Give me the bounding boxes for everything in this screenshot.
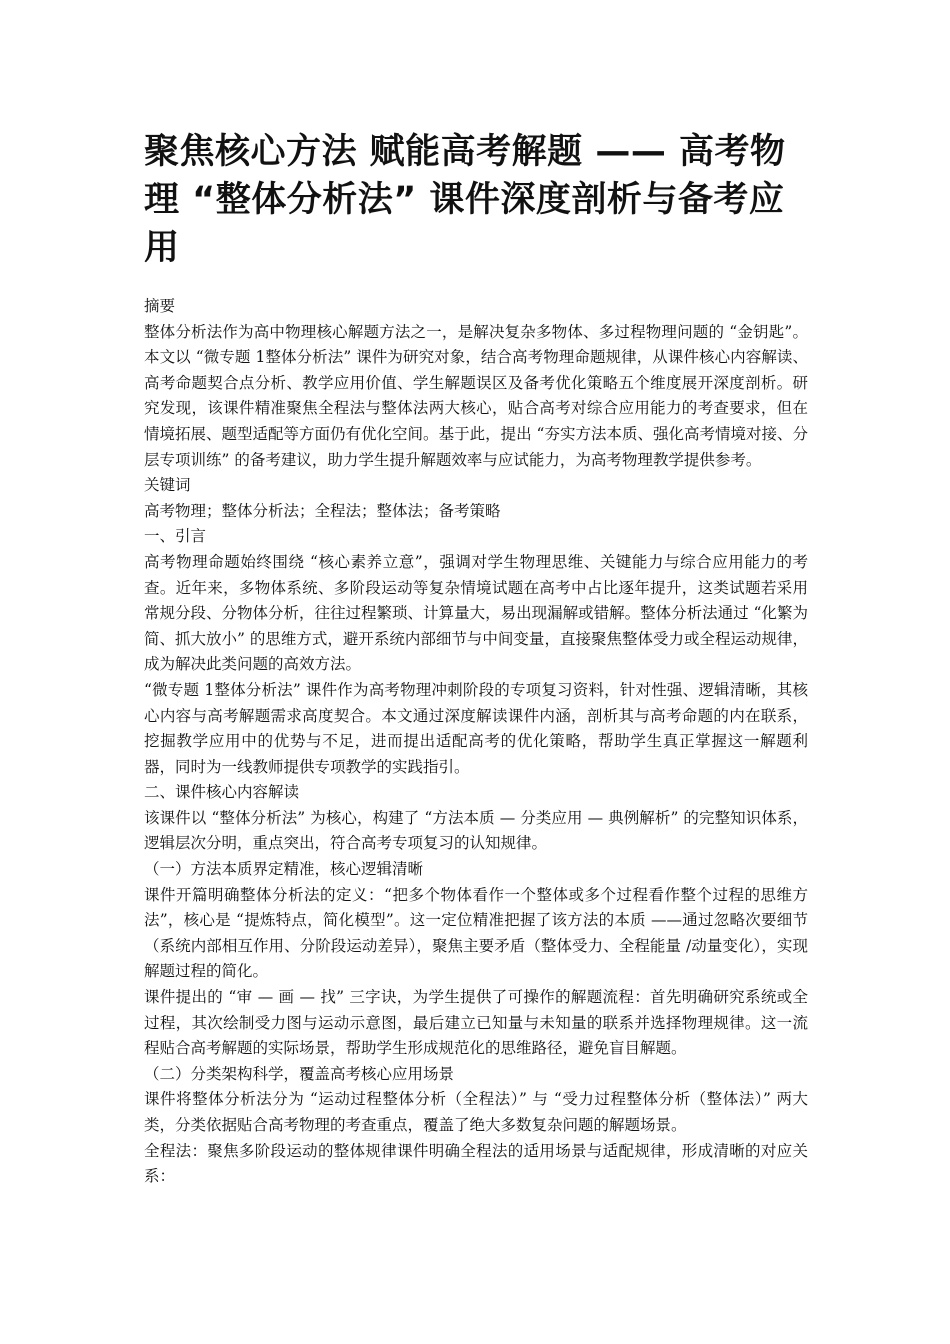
body-paragraph: 该课件以 “整体分析法” 为核心，构建了 “方法本质 — 分类应用 — 典例解析” 的完整知识体系，逻辑层次分明，重点突出，符合高考专项复习的认知规律。 xyxy=(144,808,808,853)
keywords-paragraph: 高考物理；整体分析法；全程法；整体法；备考策略 xyxy=(144,501,501,520)
abstract-heading: 摘要 xyxy=(144,297,176,315)
section-heading-introduction: 一、引言 xyxy=(144,527,207,546)
abstract-paragraph: 整体分析法作为高中物理核心解题方法之一，是解决复杂多物体、多过程物理问题的 “金钥匙”。本文以 “微专题 1整体分析法” 课件为研究对象，结合高考物理命题规律，从课件核心内容解读、高考命题契合点分析、教学应用价值、学生解题误区及备考优化策略五个维度展开深度剖析。研究发现，该课件精准聚焦全程法与整体法两大核心，贴合高考对综合应用能力的考查要求，但在情境拓展、题型适配等方面仍有优化空间。基于此，提出 “夯实方法本质、强化高考情境对接、分层专项训练” 的备考建议，助力学生提升解题效率与应试能力，为高考物理教学提供参考。 xyxy=(144,322,808,469)
document-page xyxy=(144,128,808,1190)
subsection-heading-method-essence: （一）方法本质界定精准，核心逻辑清晰 xyxy=(144,860,424,879)
body-paragraph: 课件将整体分析法分为 “运动过程整体分析（全程法）” 与 “受力过程整体分析（整体法）” 两大类，分类依据贴合高考物理的考查重点，覆盖了绝大多数复杂问题的解题场景。 xyxy=(144,1090,808,1134)
section-heading-courseware: 二、课件核心内容解读 xyxy=(144,783,300,802)
subsection-heading-classification: （二）分类架构科学，覆盖高考核心应用场景 xyxy=(144,1064,455,1083)
body-paragraph: 全程法：聚焦多阶段运动的整体规律课件明确全程法的适用场景与适配规律，形成清晰的对应关系： xyxy=(144,1141,808,1186)
document-title: 聚焦核心方法 赋能高考解题 —— 高考物理 “整体分析法” 课件深度剖析与备考应用 xyxy=(144,132,786,268)
keywords-heading: 关键词 xyxy=(144,476,191,495)
body-paragraph: 高考物理命题始终围绕 “核心素养立意”，强调对学生物理思维、关键能力与综合应用能力的考查。近年来，多物体系统、多阶段运动等复杂情境试题在高考中占比逐年提升，这类试题若采用常规分段、分物体分析，往往过程繁琐、计算量大，易出现漏解或错解。整体分析法通过 “化繁为简、抓大放小” 的思维方式，避开系统内部细节与中间变量，直接聚焦整体受力或全程运动规律，成为解决此类问题的高效方法。 xyxy=(144,552,808,674)
body-paragraph: 课件开篇明确整体分析法的定义：“把多个物体看作一个整体或多个过程看作整个过程的思维方法”，核心是 “提炼特点，简化模型”。这一定位精准把握了该方法的本质 ——通过忽略次要细节（系统内部相互作用、分阶段运动差异），聚焦主要矛盾（整体受力、全程能量 /动量变化），实现解题过程的简化。 xyxy=(144,885,808,981)
body-paragraph: “微专题 1整体分析法” 课件作为高考物理冲刺阶段的专项复习资料，针对性强、逻辑清晰，其核心内容与高考解题需求高度契合。本文通过深度解读课件内涵，剖析其与高考命题的内在联系，挖掘教学应用中的优势与不足，进而提出适配高考的优化策略，帮助学生真正掌握这一解题利器，同时为一线教师提供专项教学的实践指引。 xyxy=(144,680,808,776)
body-paragraph: 课件提出的 “审 — 画 — 找” 三字诀，为学生提供了可操作的解题流程：首先明确研究系统或全过程，其次绘制受力图与运动示意图，最后建立已知量与未知量的联系并选择物理规律。这一流程贴合高考解题的实际场景，帮助学生形成规范化的思维路径，避免盲目解题。 xyxy=(144,988,808,1058)
